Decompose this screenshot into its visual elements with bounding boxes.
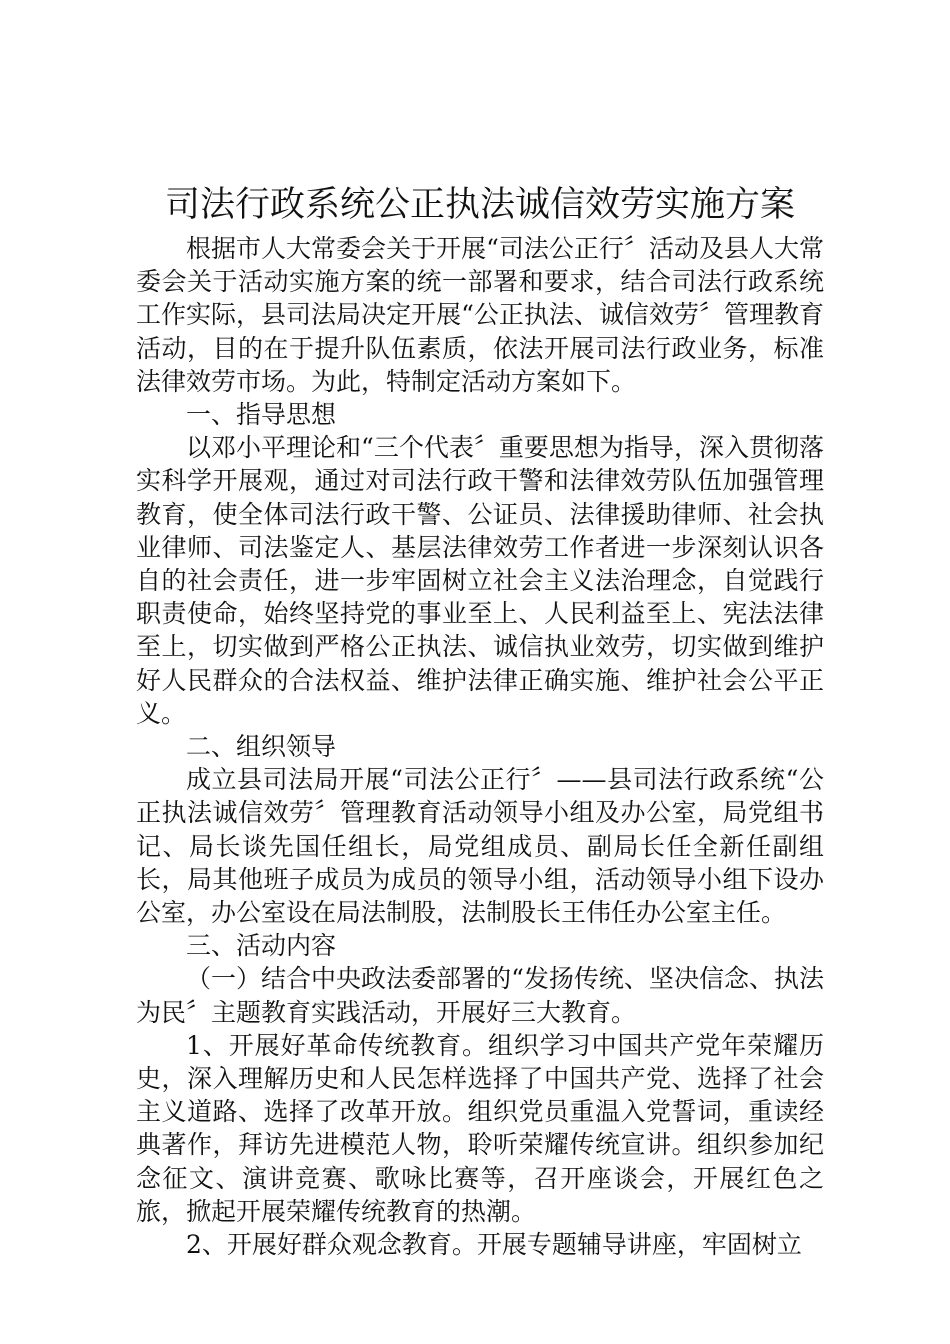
paragraph-mass-viewpoint: 2、开展好群众观念教育。开展专题辅导讲座，牢固树立 — [186, 1230, 802, 1260]
paragraph-guiding-ideology: 以邓小平理论和“三个代表〞重要思想为指导，深入贯彻落实科学开展观，通过对司法行政干警和法律效劳队伍加强管理教育，使全体司法行政干警、公证员、法律援助律师、社会执业律师、司法鉴定人、基层法律效劳工作者进一步深刻认识各自的社会责任，进一步牢固树立社会主义法治理念，自觉践行职责使命，始终坚持党的事业至上、人民利益至上、宪法法律至上，切实做到严格公正执法、诚信执业效劳，切实做到维护好人民群众的合法权益、维护法律正确实施、维护社会公平正义。 — [136, 433, 824, 728]
section-heading-organization: 二、组织领导 — [186, 732, 337, 762]
section-heading-activity-content: 三、活动内容 — [186, 931, 337, 961]
document-title: 司法行政系统公正执法诚信效劳实施方案 — [164, 185, 795, 225]
paragraph-activity-item-1: （一）结合中央政法委部署的“发扬传统、坚决信念、执法为民〞主题教育实践活动，开展好三大教育。 — [136, 964, 824, 1027]
document-body — [136, 232, 824, 1261]
paragraph-intro: 根据市人大常委会关于开展“司法公正行〞活动及县人大常委会关于活动实施方案的统一部署和要求，结合司法行政系统工作实际，县司法局决定开展“公正执法、诚信效劳〞管理教育活动，目的在于提升队伍素质，依法开展司法行政业务，标准法律效劳市场。为此，特制定活动方案如下。 — [136, 234, 824, 396]
section-heading-guiding-ideology: 一、指导思想 — [186, 400, 337, 430]
paragraph-organization: 成立县司法局开展“司法公正行〞——县司法行政系统“公正执法诚信效劳〞管理教育活动领导小组及办公室，局党组书记、局长谈先国任组长，局党组成员、副局长任全新任副组长，局其他班子成员为成员的领导小组，活动领导小组下设办公室，办公室设在局法制股，法制股长王伟任办公室主任。 — [136, 765, 824, 928]
paragraph-revolutionary-tradition: 1、开展好革命传统教育。组织学习中国共产党年荣耀历史，深入理解历史和人民怎样选择了中国共产党、选择了社会主义道路、选择了改革开放。组织党员重温入党誓词，重读经典著作，拜访先进模范人物，聆听荣耀传统宣讲。组织参加纪念征文、演讲竞赛、歌咏比赛等，召开座谈会，开展红色之旅，掀起开展荣耀传统教育的热潮。 — [136, 1030, 824, 1226]
